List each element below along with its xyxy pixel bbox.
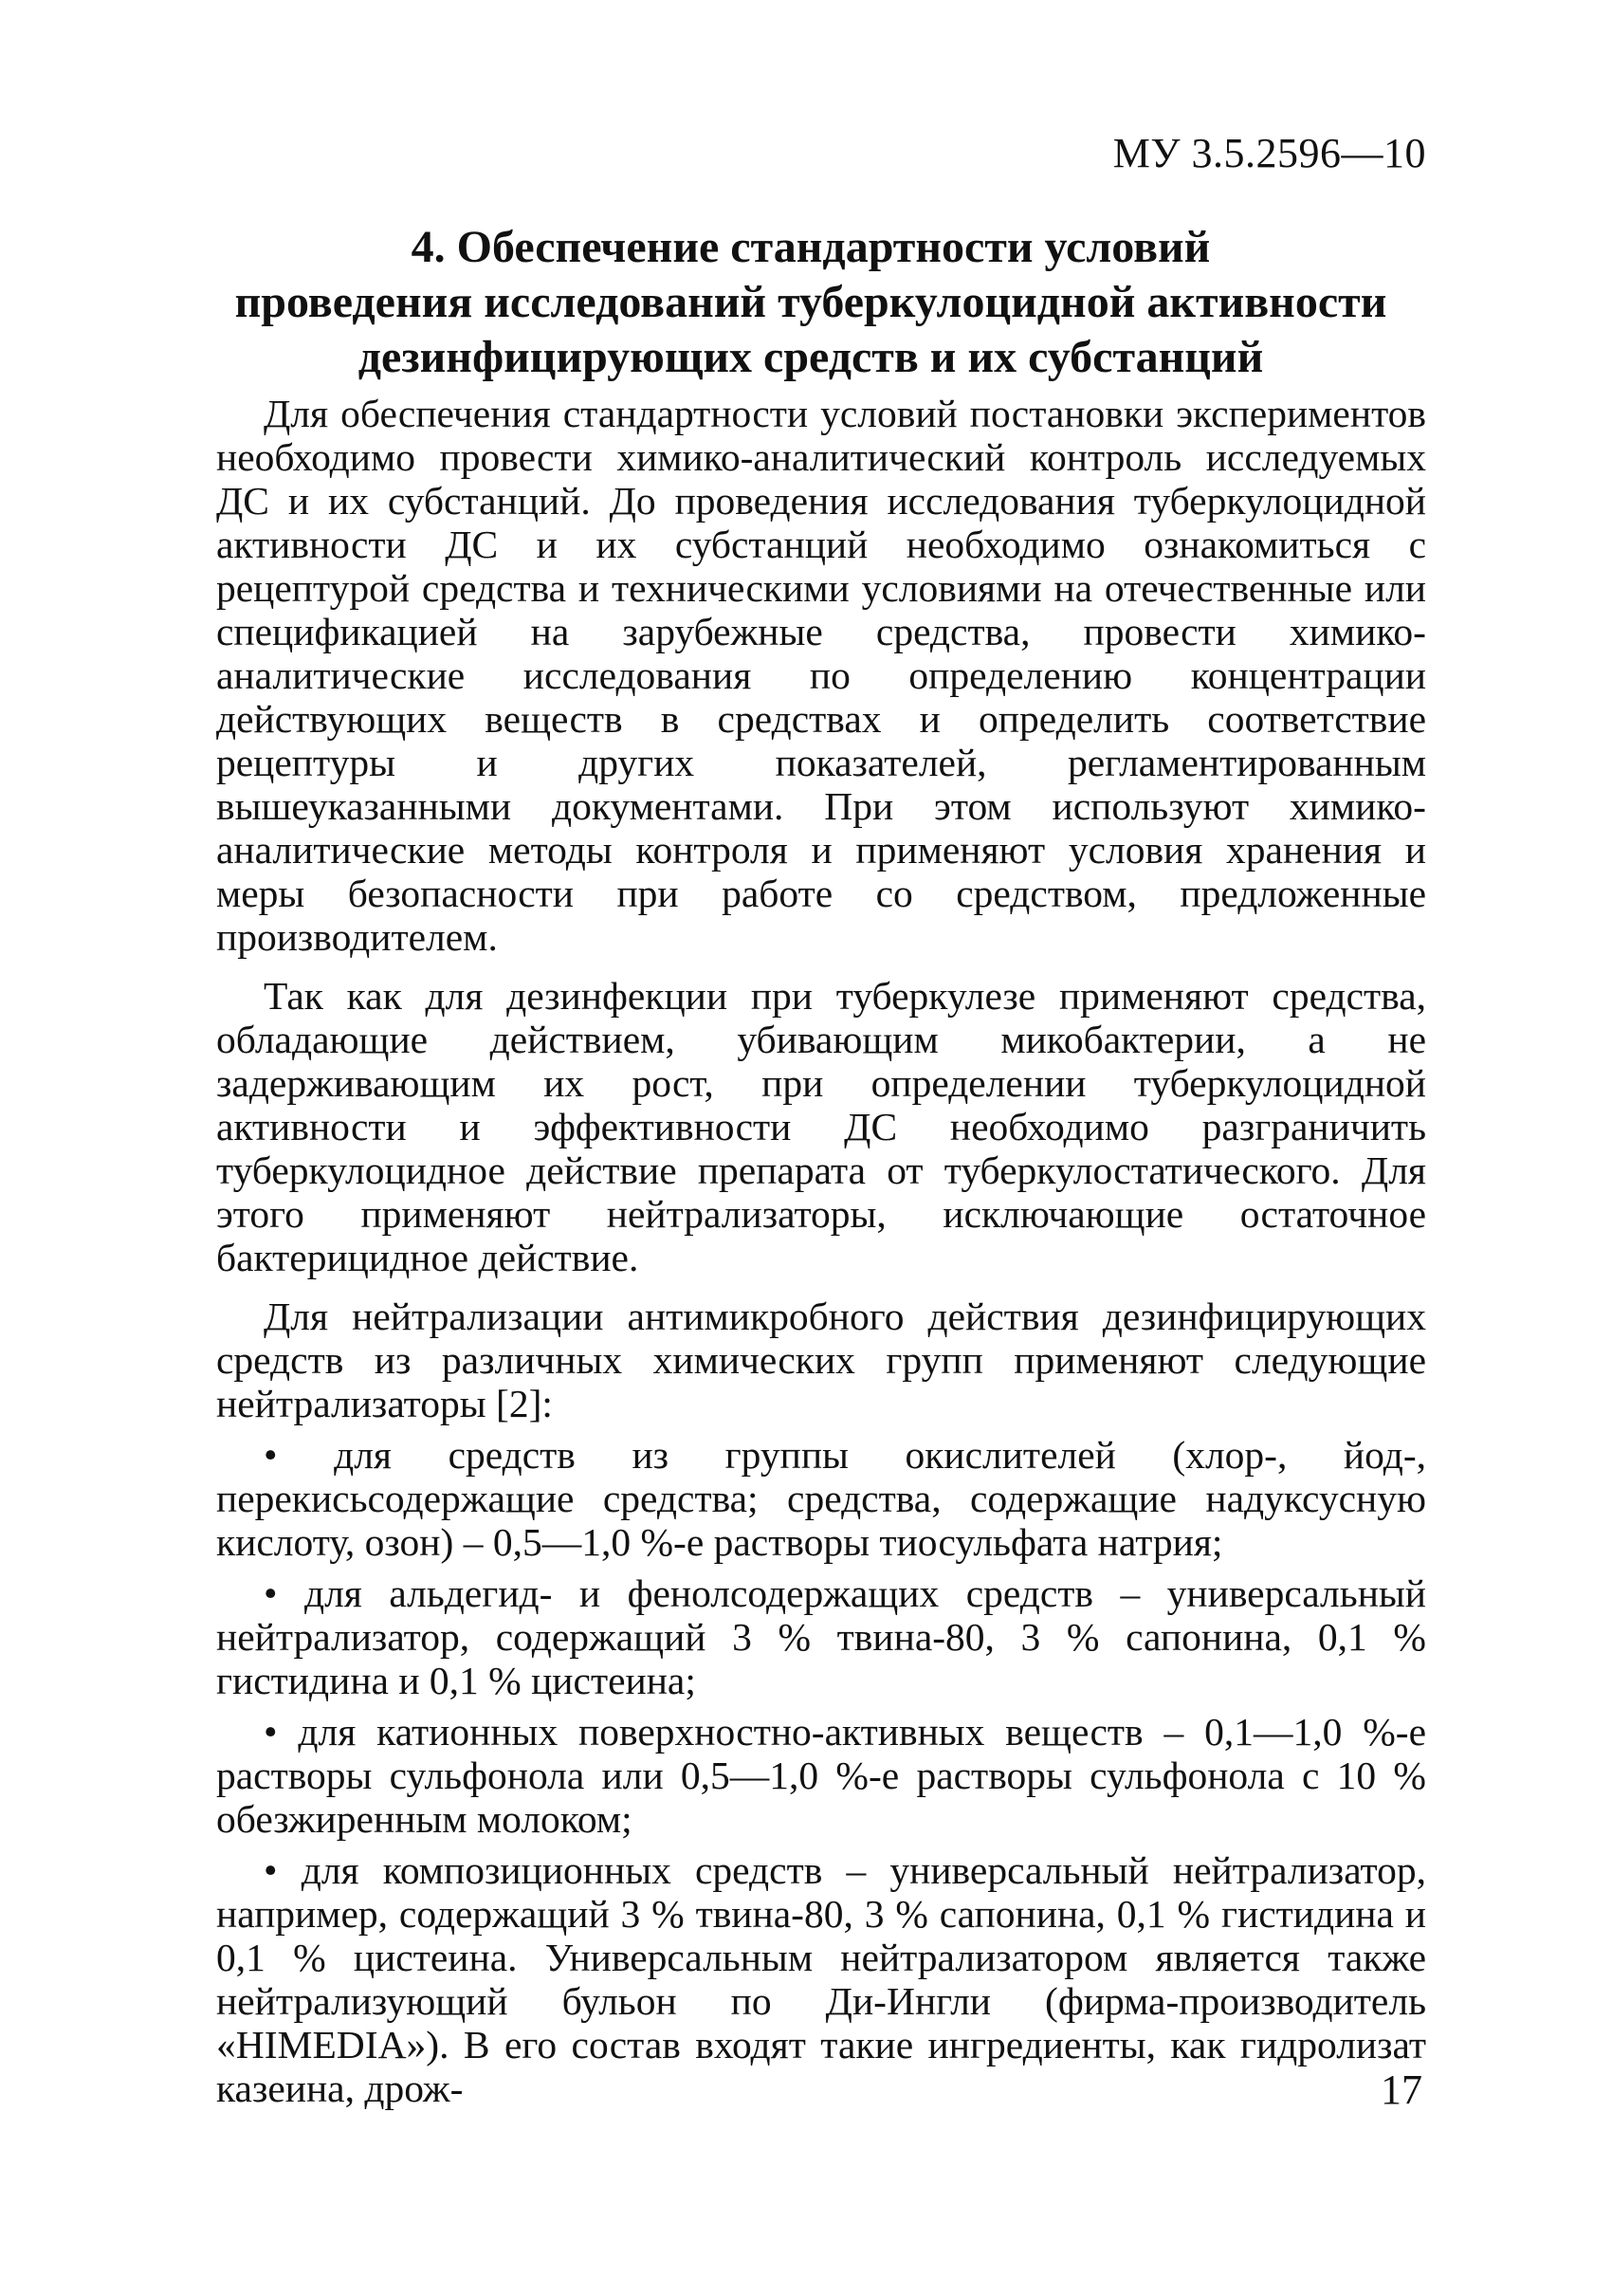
- section-title-line: проведения исследований туберкулоцидной активности: [234, 277, 1387, 327]
- bullet-icon: •: [264, 1433, 278, 1477]
- bullet-item: [216, 1848, 1426, 2110]
- bullet-item: [216, 1433, 1426, 1564]
- section-title-line: 4. Обеспечение стандартности условий: [411, 222, 1211, 272]
- bullet-text: для средств из группы окислителей (хлор-, йод-, перекисьсодержащие средства; средства, содержащие надуксусную кислоту, озон) – 0,5—1,0 %-е растворы тиосульфата натрия;: [216, 1433, 1427, 1564]
- section-title: [213, 220, 1408, 385]
- paragraph: Для обеспечения стандартности условий постановки экспериментов необходимо провести химико-аналитический контроль исследуемых ДС и их субстанций. До проведения исследования туберкулоцидной активности ДС и их субстанций необходимо ознакомиться с рецептурой средства и техническими условиями на отечественные или спецификацией на зарубежные средства, провести химико-аналитические исследования по определению концентрации действующих веществ в средствах и определить соответствие рецептуры и других показателей, регламентированным вышеуказанными документами. При этом используют химико-аналитические методы контроля и применяют условия хранения и меры безопасности при работе со средством, предложенные производителем.: [216, 392, 1426, 959]
- bullet-icon: •: [264, 1571, 278, 1615]
- bullet-text: для альдегид- и фенолсодержащих средств – универсальный нейтрализатор, содержащий 3 % твина-80, 3 % сапонина, 0,1 % гистидина и 0,1 % цистеина;: [216, 1571, 1426, 1702]
- document-code: МУ 3.5.2596—10: [1112, 130, 1426, 176]
- bullet-item: [216, 1710, 1426, 1841]
- section-title-line: дезинфицирующих средств и их субстанций: [357, 332, 1264, 382]
- paragraph: Так как для дезинфекции при туберкулезе применяют средства, обладающие действием, убивающим микобактерии, а не задерживающим их рост, при определении туберкулоцидной активности и эффективности ДС необходимо разграничить туберкулоцидное действие препарата от туберкулостатического. Для этого применяют нейтрализаторы, исключающие остаточное бактерицидное действие.: [216, 974, 1426, 1279]
- bullet-icon: •: [264, 1848, 278, 1892]
- paragraph: Для нейтрализации антимикробного действия дезинфицирующих средств из различных химических групп применяют следующие нейтрализаторы [2]:: [216, 1295, 1426, 1425]
- bullet-item: [216, 1571, 1426, 1702]
- bullet-icon: •: [264, 1710, 278, 1754]
- bullet-text: для композиционных средств – универсальный нейтрализатор, например, содержащий 3 % твина-80, 3 % сапонина, 0,1 % гистидина и 0,1 % цистеина. Универсальным нейтрализатором является также нейтрализующий бульон по Ди-Ингли (фирма-производитель «HIMEDIA»). В его состав входят такие ингредиенты, как гидролизат казеина, дрож-: [216, 1848, 1427, 2110]
- body-text: [216, 392, 1426, 2118]
- bullet-text: для катионных поверхностно-активных веществ – 0,1—1,0 %-е растворы сульфонола или 0,5—1,0 %-е растворы сульфонола с 10 % обезжиренным молоком;: [216, 1710, 1426, 1841]
- page-number: 17: [1381, 2066, 1422, 2113]
